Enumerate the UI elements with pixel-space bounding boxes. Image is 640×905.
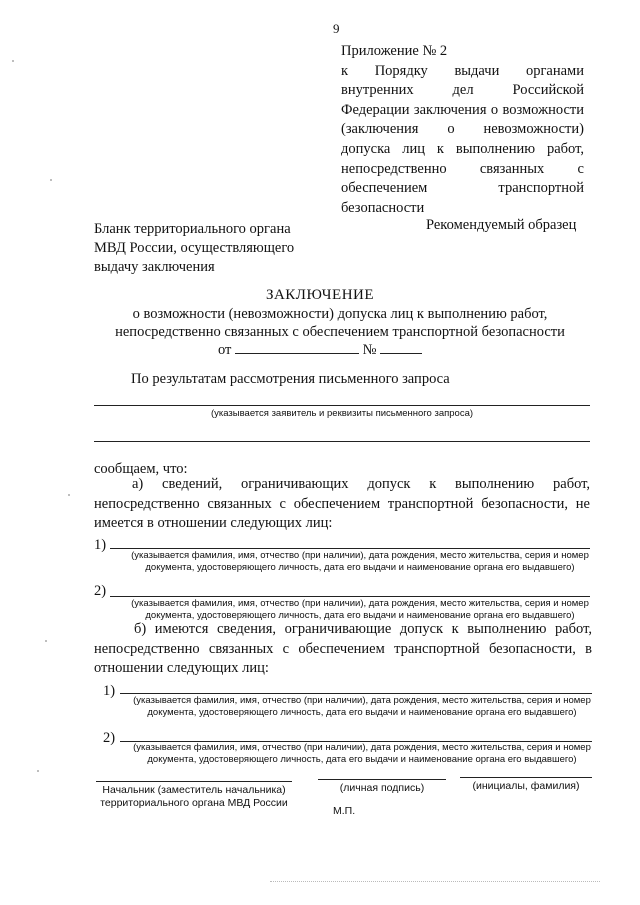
section-a-item-1-line xyxy=(110,548,590,549)
section-b-item-1-hint: (указывается фамилия, имя, отчество (при наличии), дата рождения, место жительства, серия и номер документа, удостоверяющего личность, дата его выдачи и наименование органа его выдавшего) xyxy=(133,695,591,718)
section-a-item-2-hint: (указывается фамилия, имя, отчество (при наличии), дата рождения, место жительства, серия и номер документа, удостоверяющего личность, дата его выдачи и наименование органа его выдавшего) xyxy=(131,598,589,621)
personal-signature-label: (личная подпись) xyxy=(339,782,425,794)
appendix-block xyxy=(341,42,584,218)
date-field-line xyxy=(235,341,359,354)
section-b-item-1-number: 1) xyxy=(103,683,116,699)
blank-header: Бланк территориального органа МВД России, осуществляющего выдачу заключения xyxy=(94,221,295,275)
section-b-item-1-line xyxy=(120,693,592,694)
document-subtitle: о возможности (невозможности) допуска лиц к выполнению работ, непосредственно связанных с обеспечением транспортной безопасности xyxy=(115,306,565,340)
appendix-text: к Порядку выдачи органами внутренних дел Российской Федерации заключения о возможности (заключения о невозможности) допуска лиц к выполнению работ, непосредственно связанных с обеспечением транспортной безопасности xyxy=(341,62,584,216)
section-b-item-2-number: 2) xyxy=(103,730,116,746)
section-a-item-2-number: 2) xyxy=(94,583,107,599)
section-b-text: б) имеются сведения, ограничивающие допуск к выполнению работ, непосредственно связанных с обеспечением транспортной безопасности, в отношении следующих лиц: xyxy=(94,621,592,676)
appendix-title: Приложение № 2 xyxy=(341,43,448,59)
number-field-line xyxy=(380,341,422,354)
results-text: По результатам рассмотрения письменного запроса xyxy=(131,371,450,387)
section-a-item-1-number: 1) xyxy=(94,537,107,553)
applicant-line xyxy=(94,405,590,406)
scan-speck xyxy=(45,640,47,642)
scan-speck xyxy=(12,60,14,62)
date-from-label: от xyxy=(217,342,232,358)
scan-speck xyxy=(68,494,70,496)
section-a-item-1-hint: (указывается фамилия, имя, отчество (при наличии), дата рождения, место жительства, серия и номер документа, удостоверяющего личность, дата его выдачи и наименование органа его выдавшего) xyxy=(131,550,589,573)
inform-text: сообщаем, что: xyxy=(94,461,188,477)
section-a-item-2-line xyxy=(110,596,590,597)
initials-line xyxy=(460,777,592,778)
initials-label: (инициалы, фамилия) xyxy=(472,780,580,792)
applicant-line-2 xyxy=(94,441,590,442)
applicant-hint: (указывается заявитель и реквизиты письменного запроса) xyxy=(210,408,474,419)
head-position-label: Начальник (заместитель начальника) территориального органа МВД России xyxy=(100,784,288,809)
scan-speck xyxy=(37,770,39,772)
head-signature-line xyxy=(96,781,292,782)
scan-speck xyxy=(50,179,52,181)
date-number-line xyxy=(0,341,640,359)
recommended-sample-label: Рекомендуемый образец xyxy=(426,217,577,233)
section-a-text: а) сведений, ограничивающих допуск к выполнению работ, непосредственно связанных с обеспечением транспортной безопасности, не имеется в отношении следующих лиц: xyxy=(94,476,590,531)
scan-artifact-line xyxy=(270,881,600,882)
number-sign: № xyxy=(362,342,377,358)
personal-signature-line xyxy=(318,779,446,780)
section-b-item-2-hint: (указывается фамилия, имя, отчество (при наличии), дата рождения, место жительства, серия и номер документа, удостоверяющего личность, дата его выдачи и наименование органа его выдавшего) xyxy=(133,742,591,765)
page-number: 9 xyxy=(333,21,340,36)
document-title: ЗАКЛЮЧЕНИЕ xyxy=(265,287,375,303)
stamp-place-label: М.П. xyxy=(333,805,356,817)
